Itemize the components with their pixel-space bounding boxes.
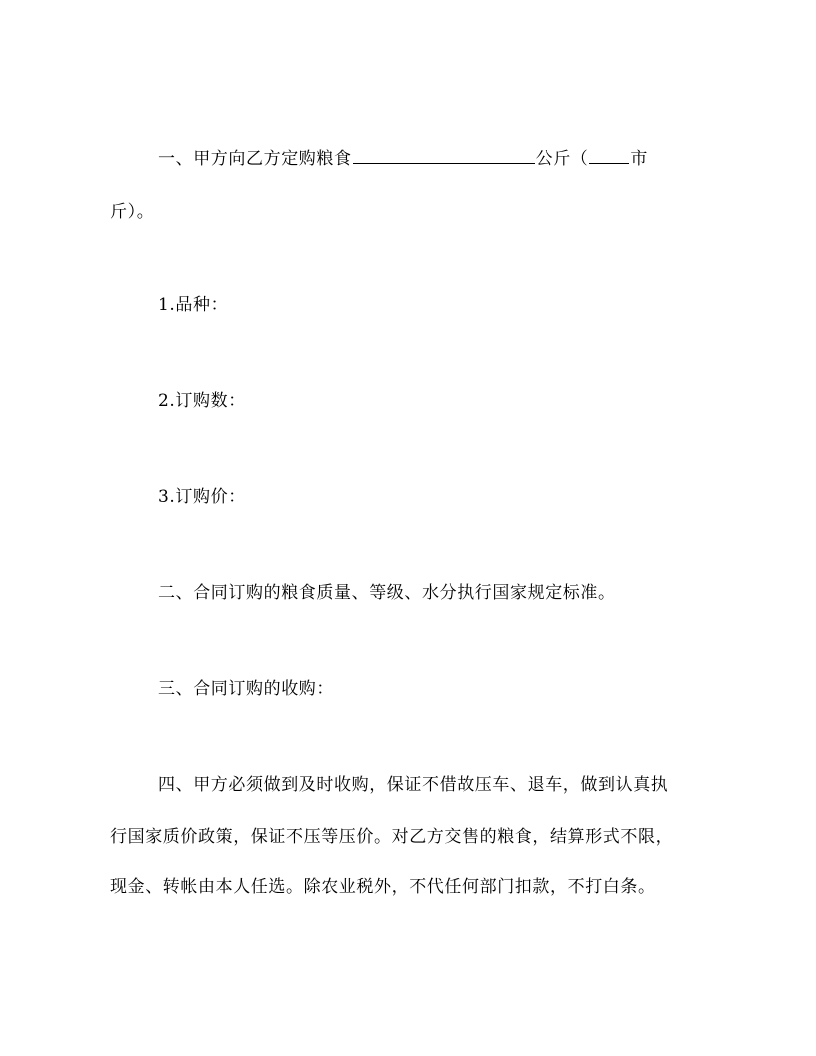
section-1-line-1 bbox=[158, 148, 648, 169]
section-4-line-2: 行国家质价政策，保证不压等压价。对乙方交售的粮食，结算形式不限， bbox=[110, 827, 674, 847]
item-variety: 1.品种： bbox=[158, 295, 229, 315]
section-4-line-3: 现金、转帐由本人任选。除农业税外，不代任何部门扣款，不打白条。 bbox=[110, 877, 656, 897]
section-1-text-b: 公斤（ bbox=[535, 149, 589, 169]
section-1-text-c: 市 bbox=[630, 149, 649, 169]
section-2: 二、合同订购的粮食质量、等级、水分执行国家规定标准。 bbox=[158, 583, 616, 603]
item-order-price: 3.订购价： bbox=[158, 487, 246, 507]
quantity-blank bbox=[353, 148, 535, 164]
section-1-text-a: 一、甲方向乙方定购粮食 bbox=[158, 149, 352, 169]
market-jin-blank bbox=[589, 148, 629, 164]
section-3: 三、合同订购的收购： bbox=[158, 679, 334, 699]
section-4-line-1: 四、甲方必须做到及时收购，保证不借故压车、退车，做到认真执 bbox=[158, 775, 669, 795]
section-1-text-d: 斤）。 bbox=[110, 202, 155, 222]
item-order-quantity: 2.订购数： bbox=[158, 391, 246, 411]
section-1-line-2 bbox=[110, 202, 154, 222]
